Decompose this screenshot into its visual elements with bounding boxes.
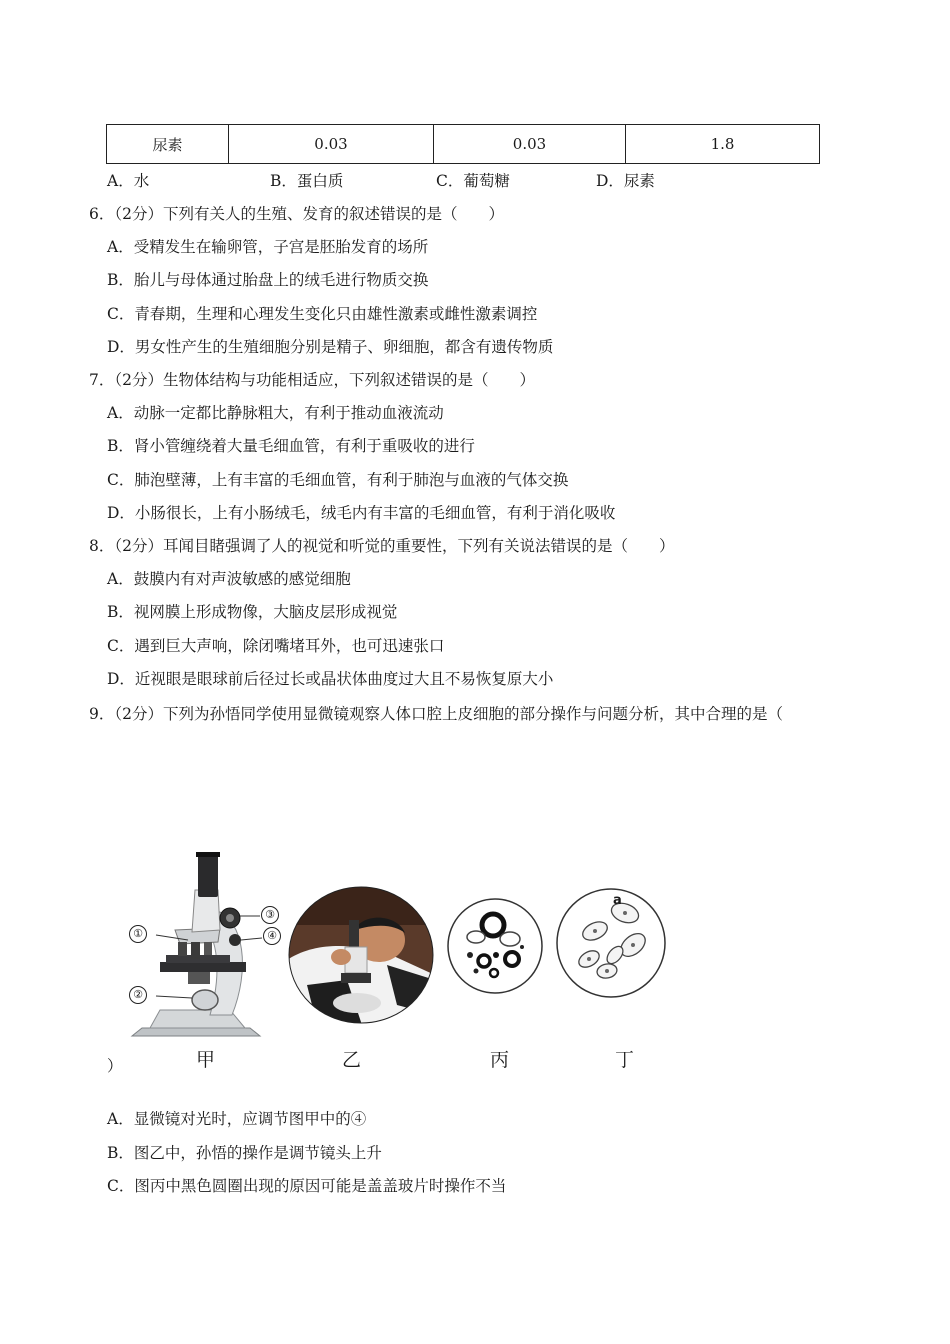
q8-option-a: A．鼓膜内有对声波敏感的感觉细胞 xyxy=(107,570,351,588)
figure-label-ding: 丁 xyxy=(615,1049,635,1071)
q8-option-c: C．遇到巨大声响，除闭嘴堵耳外，也可迅速张口 xyxy=(107,637,445,655)
q6-option-b: B．胎儿与母体通过胎盘上的绒毛进行物质交换 xyxy=(107,271,429,289)
q9-option-c: C．图丙中黑色圆圈出现的原因可能是盖盖玻片时操作不当 xyxy=(107,1177,507,1195)
table-cell: 尿素 xyxy=(107,125,229,164)
figure-label-bing: 丙 xyxy=(490,1049,510,1071)
q8-option-b: B．视网膜上形成物像，大脑皮层形成视觉 xyxy=(107,603,398,621)
cell-label-a: a xyxy=(613,893,622,908)
q7-option-a: A．动脉一定都比静脉粗大，有利于推动血液流动 xyxy=(107,404,444,422)
callout-1: ① xyxy=(129,925,147,943)
epithelial-cells-view-image xyxy=(555,887,667,999)
q8-stem: 8．（2分）耳闻目睹强调了人的视觉和听觉的重要性，下列有关说法错误的是（ ） xyxy=(89,537,675,555)
q5-option-b: B．蛋白质 xyxy=(270,172,344,190)
q7-option-d: D．小肠很长，上有小肠绒毛，绒毛内有丰富的毛细血管，有利于消化吸收 xyxy=(107,504,616,522)
student-photo-image xyxy=(287,885,435,1025)
q6-option-a: A．受精发生在输卵管，子宫是胚胎发育的场所 xyxy=(107,238,429,256)
callout-4: ④ xyxy=(263,927,281,945)
q5-option-d: D．尿素 xyxy=(596,172,655,190)
table-cell: 1.8 xyxy=(626,125,820,164)
table-row xyxy=(107,125,820,164)
q6-stem: 6．（2分）下列有关人的生殖、发育的叙述错误的是（ ） xyxy=(89,205,504,223)
table-cell: 0.03 xyxy=(434,125,626,164)
q7-option-b: B．肾小管缠绕着大量毛细血管，有利于重吸收的进行 xyxy=(107,437,475,455)
table-cell: 0.03 xyxy=(229,125,434,164)
q6-option-c: C．青春期，生理和心理发生变化只由雄性激素或雌性激素调控 xyxy=(107,305,538,323)
callout-3: ③ xyxy=(261,906,279,924)
q5-option-c: C．葡萄糖 xyxy=(436,172,510,190)
urea-table xyxy=(106,124,820,164)
q9-option-a: A．显微镜对光时，应调节图甲中的④ xyxy=(107,1110,367,1128)
q9-stem: 9．（2分）下列为孙悟同学使用显微镜观察人体口腔上皮细胞的部分操作与问题分析，其中合理的是（ xyxy=(89,705,783,723)
q6-option-d: D．男女性产生的生殖细胞分别是精子、卵细胞，都含有遗传物质 xyxy=(107,338,554,356)
q8-option-d: D．近视眼是眼球前后径过长或晶状体曲度过大且不易恢复原大小 xyxy=(107,670,554,688)
figure-label-yi: 乙 xyxy=(342,1049,362,1071)
callout-2: ② xyxy=(129,986,147,1004)
q9-closing-paren: ） xyxy=(107,1057,123,1075)
q9-option-b: B．图乙中，孙悟的操作是调节镜头上升 xyxy=(107,1144,382,1162)
air-bubble-view-image xyxy=(446,897,544,995)
q9-figure xyxy=(110,845,690,1075)
microscope-image xyxy=(120,850,290,1040)
q5-option-a: A．水 xyxy=(107,172,150,190)
figure-label-jia: 甲 xyxy=(196,1049,216,1071)
q7-option-c: C．肺泡壁薄，上有丰富的毛细血管，有利于肺泡与血液的气体交换 xyxy=(107,471,569,489)
q7-stem: 7．（2分）生物体结构与功能相适应，下列叙述错误的是（ ） xyxy=(89,371,535,389)
